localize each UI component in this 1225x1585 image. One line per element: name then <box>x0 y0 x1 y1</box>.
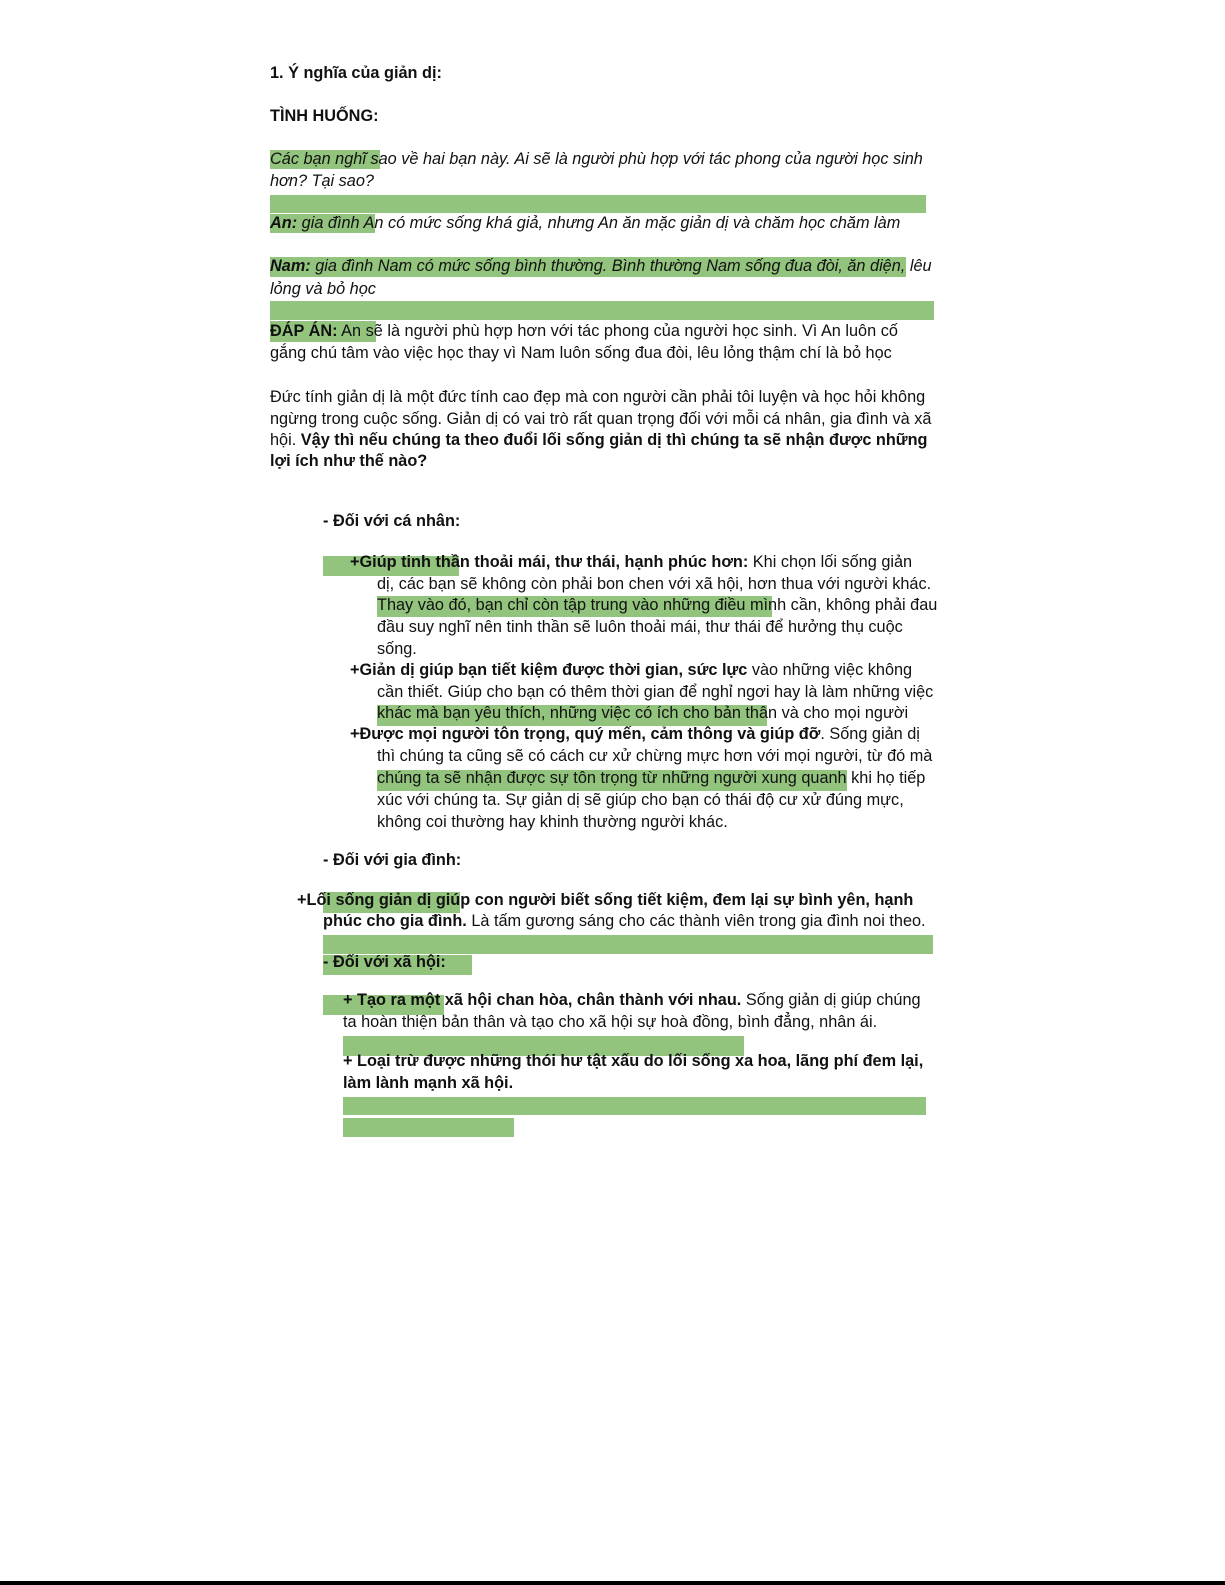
personal-item-2-title: +Giản dị giúp bạn tiết kiệm được thời gian, sức lực <box>350 661 748 679</box>
nam-text: gia đình Nam có mức sống bình thường. Bình thường Nam sống đua đòi, ăn diện, lêu <box>310 257 932 275</box>
society-item-2-line: làm lành mạnh xã hội. <box>343 1074 514 1092</box>
personal-item-3-title: +Được mọi người tôn trọng, quý mến, cảm thông và giúp đỡ <box>350 725 821 743</box>
page-bottom-edge <box>0 1581 1225 1585</box>
nam-description-line: lỏng và bỏ học <box>270 280 376 298</box>
personal-item-2-line: khác mà bạn yêu thích, những việc có ích cho bản thân và cho mọi người <box>377 704 909 722</box>
answer-line: gắng chú tâm vào việc học thay vì Nam luôn sống đua đòi, lêu lỏng thậm chí là bỏ học <box>270 344 892 362</box>
intro-line <box>270 429 927 451</box>
society-item-1 <box>343 989 921 1011</box>
personal-item-2-line: cần thiết. Giúp cho bạn có thêm thời gian để nghỉ ngơi hay là làm những việc <box>377 683 934 701</box>
an-description <box>270 212 900 234</box>
highlight-mark <box>343 1097 926 1115</box>
question-line: hơn? Tại sao? <box>270 172 374 190</box>
family-title-end: phúc cho gia đình. <box>323 912 467 930</box>
intro-question: Vậy thì nếu chúng ta theo đuổi lối sống giản dị thì chúng ta sẽ nhận được những <box>300 431 928 449</box>
intro-line: Đức tính giản dị là một đức tính cao đẹp mà con người cần phải tôi luyện và học hỏi không <box>270 388 926 406</box>
an-label: An: <box>270 214 298 232</box>
society-item-2: + Loại trừ được những thói hư tật xấu do lối sống xa hoa, lãng phí đem lại, <box>343 1052 924 1070</box>
family-line: +Lối sống giản dị giúp con người biết sống tiết kiệm, đem lại sự bình yên, hạnh <box>297 891 914 909</box>
answer-text: An sẽ là người phù hợp hơn với tác phong của người học sinh. Vì An luôn cố <box>337 322 898 340</box>
question-line: Các bạn nghĩ sao về hai bạn này. Ai sẽ là người phù hợp với tác phong của người học sinh <box>270 150 923 168</box>
personal-item-3-line: thì chúng ta cũng sẽ có cách cư xử chừng mực hơn với mọi người, từ đó mà <box>377 747 933 765</box>
highlight-mark <box>270 195 926 213</box>
personal-item-1-title: +Giúp tinh thần thoải mái, thư thái, hạnh phúc hơn: <box>350 553 749 571</box>
personal-heading: - Đối với cá nhân: <box>323 512 461 530</box>
society-item-1-line: ta hoàn thiện bản thân và tạo cho xã hội sự hoà đồng, bình đẳng, nhân ái. <box>343 1013 878 1031</box>
society-item-1-title: + Tạo ra một xã hội chan hòa, chân thành với nhau. <box>343 991 742 1009</box>
intro-text: hội. <box>270 431 301 449</box>
family-text: Là tấm gương sáng cho các thành viên trong gia đình noi theo. <box>466 912 926 930</box>
personal-item-1-line: dị, các bạn sẽ không còn phải bon chen với xã hội, hơn thua với người khác. <box>377 575 932 593</box>
answer-paragraph <box>270 320 898 342</box>
highlight-mark <box>343 1118 514 1137</box>
situation-label: TÌNH HUỐNG: <box>270 107 379 125</box>
personal-item-1-line: đầu suy nghĩ nên tinh thần sẽ luôn thoải mái, thư thái để hưởng thụ cuộc <box>377 618 903 636</box>
personal-item-1-line: Thay vào đó, bạn chỉ còn tập trung vào những điều mình cần, không phải đau <box>377 596 938 614</box>
society-heading: - Đối với xã hội: <box>323 953 446 971</box>
personal-item-2 <box>350 659 912 681</box>
intro-line: ngừng trong cuộc sống. Giản dị có vai trò rất quan trọng đối với mỗi cá nhân, gia đình và xã <box>270 410 932 428</box>
personal-item-3-text: . Sống giản dị <box>820 725 920 743</box>
an-text: gia đình An có mức sống khá giả, nhưng An ăn mặc giản dị và chăm học chăm làm <box>297 214 901 232</box>
personal-item-1 <box>350 551 912 573</box>
personal-item-1-text: Khi chọn lối sống giản <box>748 553 913 571</box>
personal-item-3-line: không coi thường hay khinh thường người khác. <box>377 813 728 831</box>
society-item-1-text: Sống giản dị giúp chúng <box>741 991 921 1009</box>
personal-item-3-line: chúng ta sẽ nhận được sự tôn trọng từ những người xung quanh khi họ tiếp <box>377 769 926 787</box>
section-heading: 1. Ý nghĩa của giản dị: <box>270 64 442 82</box>
personal-item-3 <box>350 723 920 745</box>
intro-question-line: lợi ích như thế nào? <box>270 452 428 470</box>
family-line <box>323 910 926 932</box>
nam-label: Nam: <box>270 257 311 275</box>
personal-item-1-line: sống. <box>377 640 417 658</box>
family-heading: - Đối với gia đình: <box>323 851 462 869</box>
answer-label: ĐÁP ÁN: <box>270 322 338 340</box>
nam-description <box>270 255 932 277</box>
highlight-mark <box>270 301 934 320</box>
personal-item-3-line: xúc với chúng ta. Sự giản dị sẽ giúp cho bạn có thái độ cư xử đúng mực, <box>377 791 904 809</box>
personal-item-2-text: vào những việc không <box>747 661 913 679</box>
